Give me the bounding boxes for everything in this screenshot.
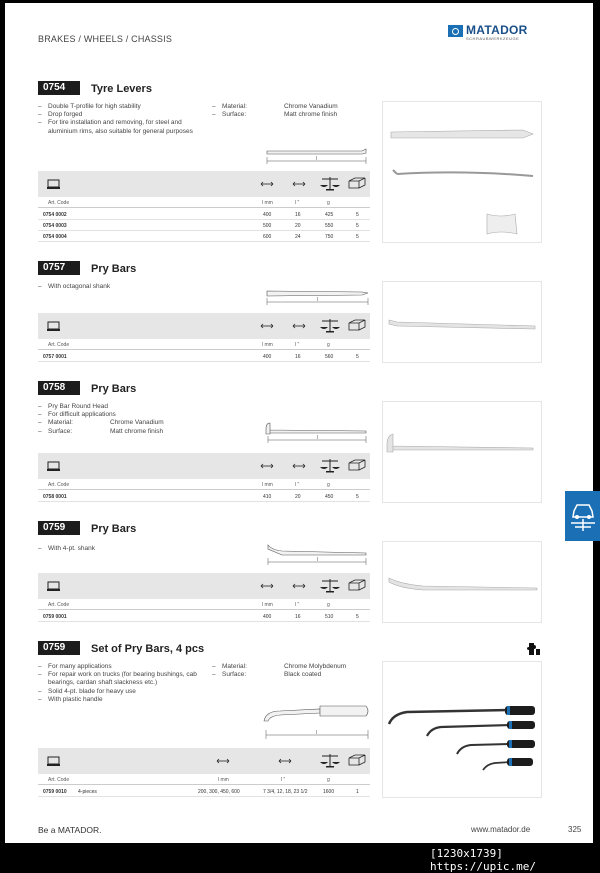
table-header [38,453,370,479]
article-code: 0758 0001 [43,494,67,500]
feature-list [38,663,198,704]
cell-length-mm: 600 [263,234,272,240]
length-i-icon [292,321,306,330]
feature-list [38,403,208,436]
length-i-icon [292,581,306,590]
cell-length-inch: 16 [295,614,301,620]
dimension-label: l [316,730,318,736]
table-row[interactable] [38,220,370,231]
col-length-inch: l " [281,777,286,783]
product-image[interactable] [382,281,542,363]
dimension-drawing [262,143,372,165]
dimension-drawing [262,285,372,307]
breadcrumb: BRAKES / WHEELS / CHASSIS [38,34,173,44]
scale-icon [319,577,333,586]
article-code: 0754 0003 [43,223,67,229]
table-subheader [38,339,370,350]
col-length-inch: l " [295,342,300,348]
toolbox-icon [47,581,61,590]
toolbox-icon [47,756,61,765]
table-row[interactable] [38,231,370,242]
table-header [38,748,370,774]
length-icon [260,581,274,590]
cell-description: 4-pieces [78,789,97,795]
feature-item: – For repair work on trucks (for bearing bushings, cab bearings, cardan shaft slackness etc.) [38,671,198,687]
box-icon [347,318,361,327]
tyre-lever-illustration [383,102,543,244]
pry-bar-illustration [383,282,543,364]
toolbox-icon [47,461,61,470]
brand-name: MATADOR [466,23,528,37]
cell-length-mm: 500 [263,223,272,229]
feature-item: – For difficult applications [38,411,208,419]
scale-icon [319,752,333,761]
spec-key: – Surface: [38,428,110,436]
col-art-code: Art. Code [48,602,70,608]
col-length-inch: l " [295,602,300,608]
feature-list [38,103,198,136]
cell-length-inch: 20 [295,223,301,229]
col-art-code: Art. Code [48,342,70,348]
cell-length-mm: 400 [263,212,272,218]
spec-value: Chrome Vanadium [110,419,164,427]
table-header [38,573,370,599]
section-title: Set of Pry Bars, 4 pcs [91,643,205,655]
col-weight: g [327,602,330,608]
table-row[interactable] [38,611,370,622]
col-length-mm: l mm [262,602,273,608]
feature-item: – For tire installation and removing, for steel and aluminium rims, also suitable for general purposes [38,119,198,135]
table-row[interactable] [38,351,370,362]
col-weight: g [327,482,330,488]
dimension-label: l [317,557,319,563]
dimension-drawing [262,421,372,445]
article-code: 0759 0001 [43,614,67,620]
col-weight: g [327,200,330,206]
cell-weight: 1600 [323,789,335,795]
catalog-page [5,3,593,843]
box-icon [347,578,361,587]
length-icon [260,461,274,470]
col-length-mm: l mm [262,200,273,206]
car-tools-icon [565,491,600,541]
four-point-pry-bar-illustration [383,542,543,624]
feature-item: – With 4-pt. shank [38,545,198,553]
dimension-label: l [317,297,319,303]
spec-list [212,663,372,679]
brand-subtitle: SCHRAUBWERKZEUGE [466,36,520,41]
dimension-drawing [258,699,373,741]
article-table [38,453,370,503]
scale-icon [319,317,333,326]
col-art-code: Art. Code [48,200,70,206]
col-art-code: Art. Code [48,482,70,488]
product-image[interactable] [382,541,542,623]
scale-icon [319,457,333,466]
col-length-mm: l mm [218,777,229,783]
article-table [38,313,370,363]
feature-item: – Drop forged [38,111,198,119]
cell-weight: 510 [325,614,334,620]
article-code: 0759 0010 [43,789,67,795]
cell-pack: 5 [356,494,359,500]
section-title: Pry Bars [91,383,137,395]
cell-length-inch: 7 3/4, 12, 18, 23 1/2 [263,789,308,795]
section-title: Pry Bars [91,523,137,535]
footer-slogan: Be a MATADOR. [38,825,102,835]
length-icon [216,756,230,765]
table-row[interactable] [38,209,370,220]
col-length-mm: l mm [262,342,273,348]
cell-length-inch: 24 [295,234,301,240]
spec-value: Matt chrome finish [110,427,164,435]
col-art-code: Art. Code [48,777,70,783]
watermark-text: [1230x1739] https://upic.me/ [430,847,536,873]
col-length-inch: l " [295,482,300,488]
feature-item: – With octagonal shank [38,283,198,291]
length-icon [260,321,274,330]
length-i-icon [292,179,306,188]
toolbox-icon [47,321,61,330]
dimension-drawing [262,541,372,569]
cell-weight: 550 [325,223,334,229]
col-length-mm: l mm [262,482,273,488]
dimension-label: l [316,156,318,162]
article-code: 0757 0001 [43,354,67,360]
toolbox-icon [47,179,61,188]
logo-mark-icon [448,25,463,37]
cell-length-mm: 410 [263,494,272,500]
section-code: 0759 [38,641,80,655]
table-subheader [38,599,370,610]
spec-key: – Surface: [212,671,284,679]
section-title: Tyre Levers [91,83,152,95]
round-head-pry-bar-illustration [383,402,543,504]
puzzle-icon [526,641,542,657]
box-icon [347,176,361,185]
cell-weight: 560 [325,354,334,360]
length-i-icon [292,461,306,470]
table-header [38,171,370,197]
cell-length-inch: 20 [295,494,301,500]
cell-weight: 750 [325,234,334,240]
section-title: Pry Bars [91,263,137,275]
footer-url[interactable]: www.matador.de [471,825,531,834]
cell-pack: 5 [356,614,359,620]
section-code: 0759 [38,521,80,535]
feature-item: – Pry Bar Round Head [38,403,208,411]
table-header [38,313,370,339]
article-table [38,171,370,243]
category-tab[interactable] [565,491,600,541]
article-table [38,573,370,623]
feature-item: – Solid 4-pt. blade for heavy use [38,688,198,696]
cell-weight: 450 [325,494,334,500]
col-length-inch: l " [295,200,300,206]
page-number: 325 [568,825,582,834]
table-subheader [38,479,370,490]
cell-pack: 5 [356,234,359,240]
spec-key: – Surface: [212,111,284,119]
feature-item: – With plastic handle [38,696,198,704]
feature-item: – Double T-profile for high stability [38,103,198,111]
section-code: 0758 [38,381,80,395]
cell-pack: 5 [356,223,359,229]
article-code: 0754 0002 [43,212,67,218]
dimension-label: l [317,435,319,441]
length-icon [260,179,274,188]
cell-pack: 5 [356,354,359,360]
article-code: 0754 0004 [43,234,67,240]
col-weight: g [327,342,330,348]
feature-list [38,283,198,291]
product-image[interactable] [382,101,542,243]
length-i-icon [278,756,292,765]
cell-length-mm: 400 [263,614,272,620]
spec-list [212,103,372,119]
cell-weight: 425 [325,212,334,218]
box-icon [347,458,361,467]
cell-length-inch: 16 [295,354,301,360]
spec-value: Black coated [284,671,322,679]
spec-value: Chrome Molybdenum [284,663,347,670]
spec-key: – Material: [38,419,110,427]
col-weight: g [327,777,330,783]
section-code: 0757 [38,261,80,275]
pry-bar-set-illustration [383,662,543,799]
product-image[interactable] [382,661,542,798]
scale-icon [319,175,333,184]
box-icon [347,753,361,762]
feature-list [38,545,198,553]
cell-pack: 1 [356,789,359,795]
spec-key: – Material: [212,103,284,111]
spec-key: – Material: [212,663,284,671]
brand-logo[interactable] [448,23,548,45]
table-subheader [38,197,370,208]
cell-length-mm: 200, 300, 450, 600 [198,789,240,795]
spec-value: Chrome Vanadium [284,103,338,110]
cell-length-inch: 16 [295,212,301,218]
product-image[interactable] [382,401,542,503]
table-row[interactable] [38,786,370,797]
section-code: 0754 [38,81,80,95]
feature-item: – For many applications [38,663,198,671]
table-row[interactable] [38,491,370,502]
table-subheader [38,774,370,785]
article-table [38,748,370,798]
cell-length-mm: 400 [263,354,272,360]
cell-pack: 5 [356,212,359,218]
spec-value: Matt chrome finish [284,111,338,119]
